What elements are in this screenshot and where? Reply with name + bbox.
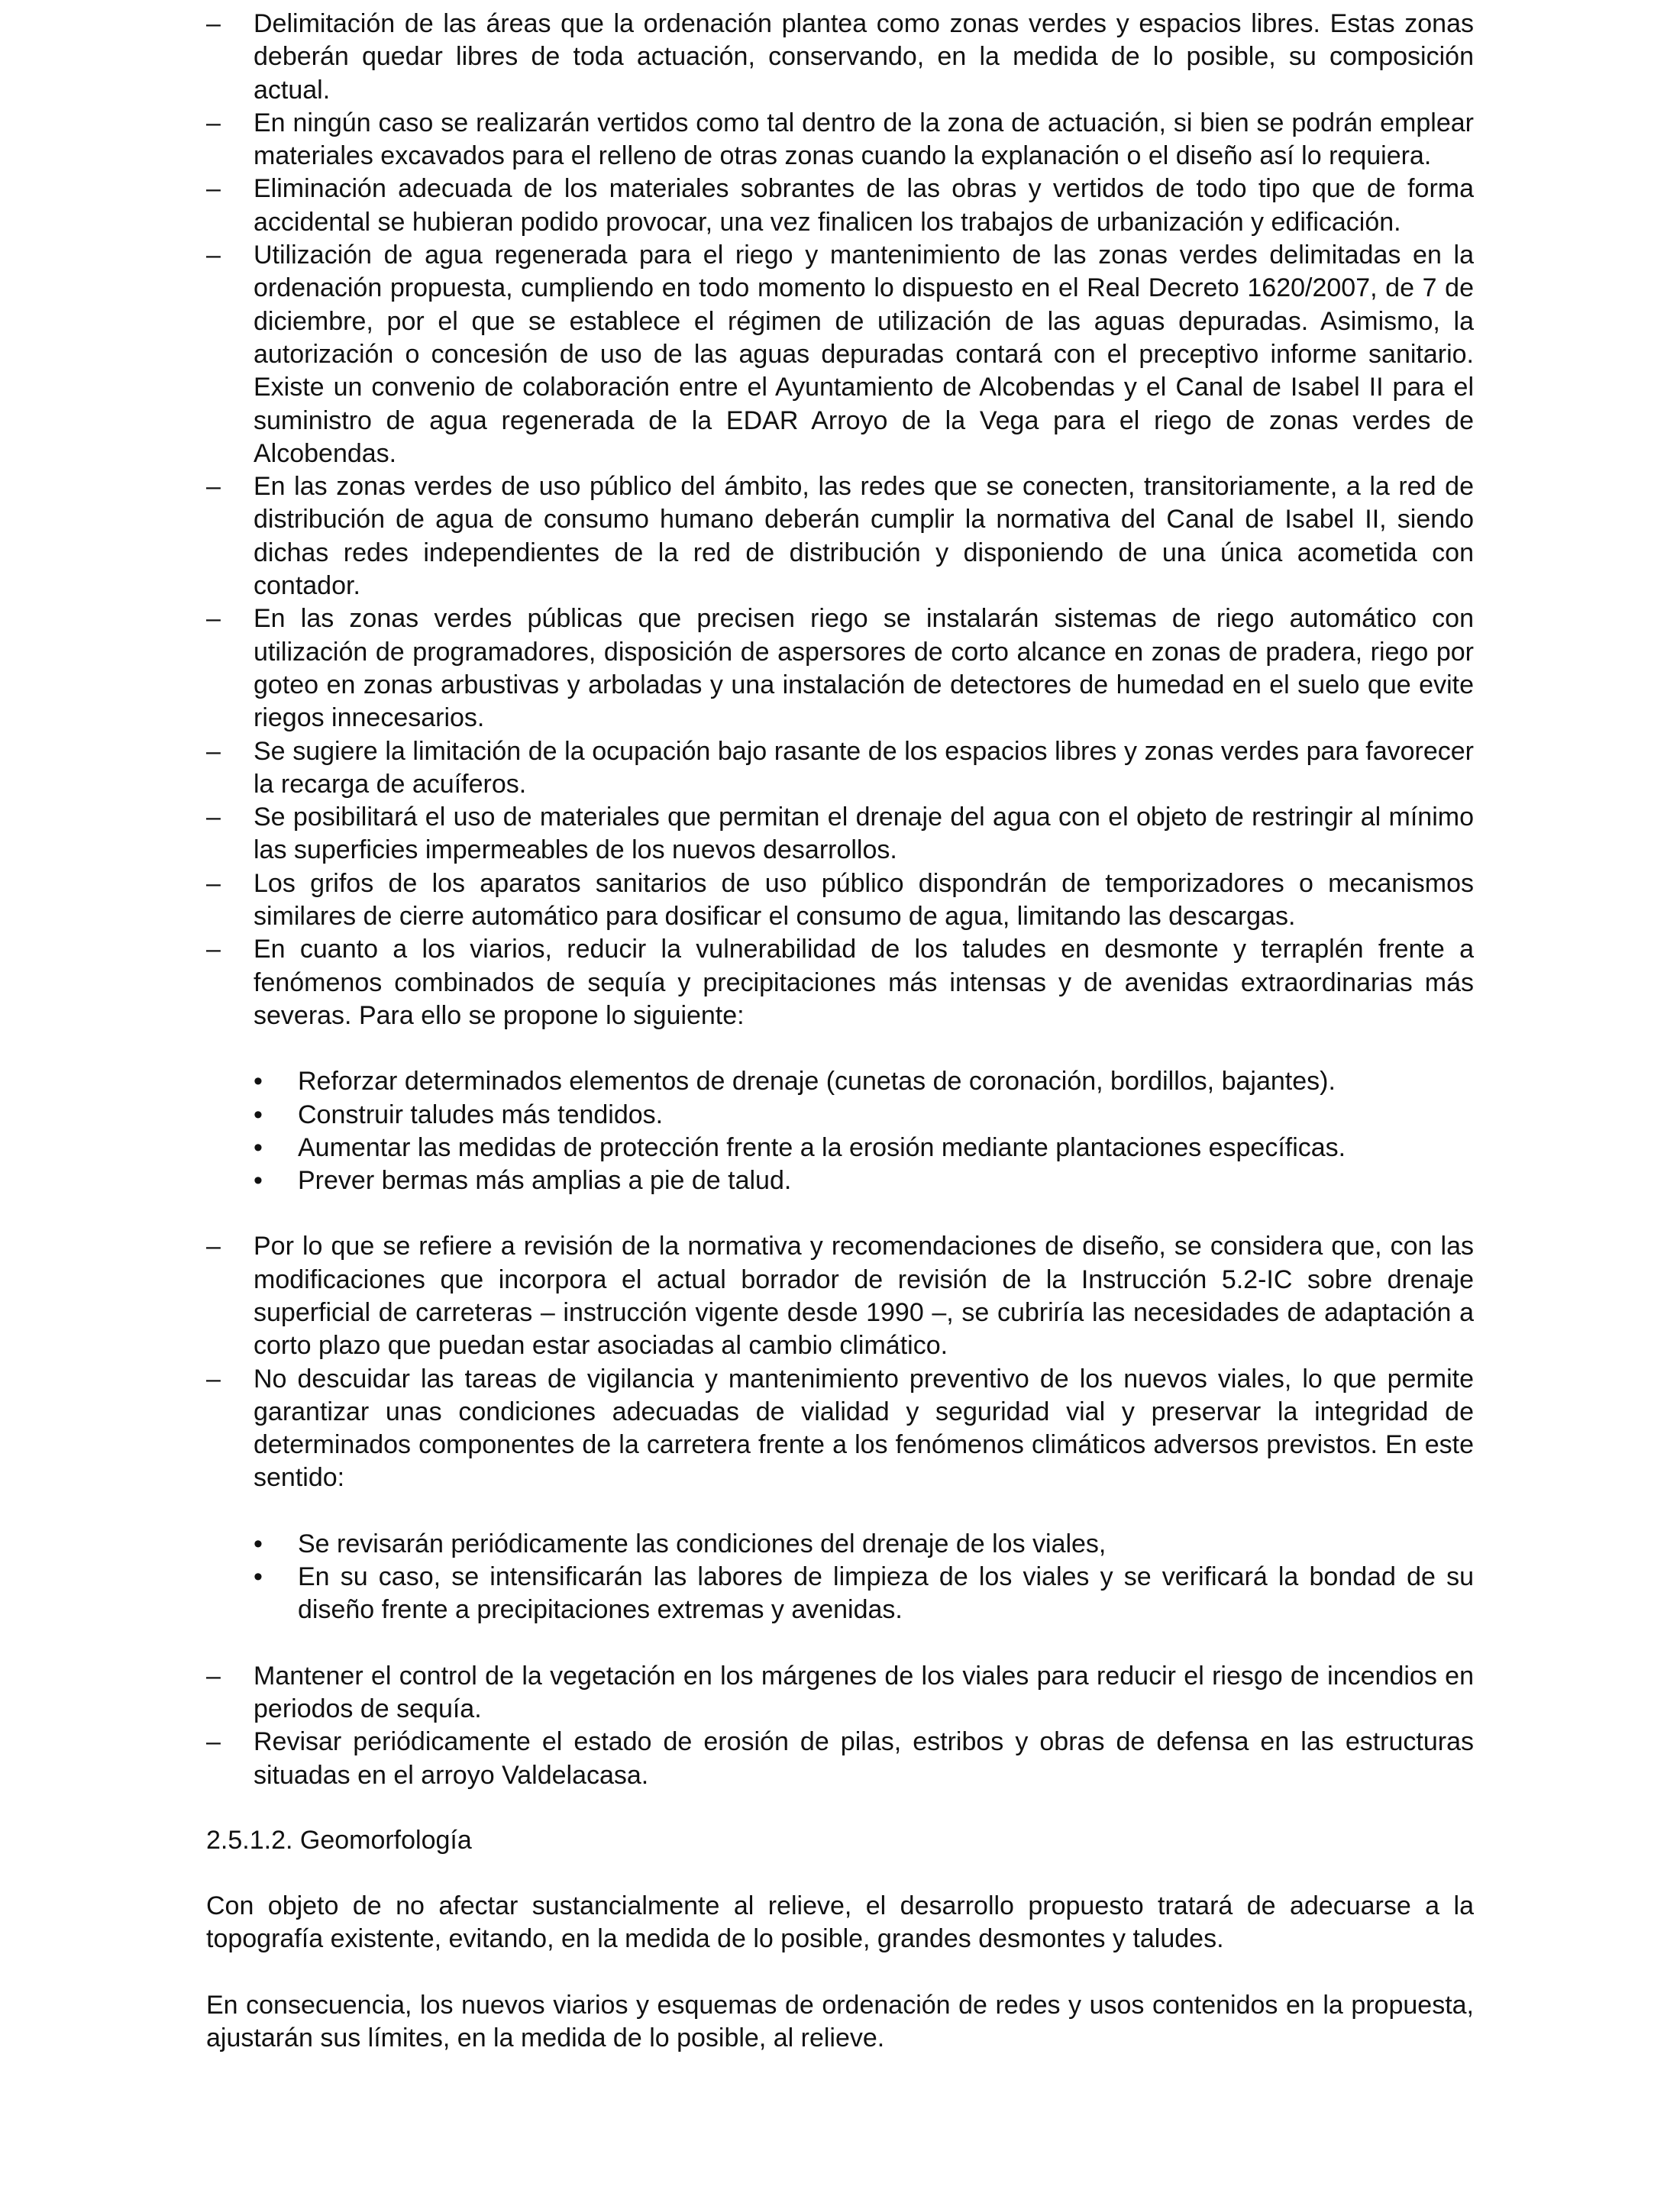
list-item-text: Mantener el control de la vegetación en los márgenes de los viales para reducir el riesgo de incendios en periodos de sequía. — [254, 1661, 1474, 1723]
bullet-item-text: En su caso, se intensificarán las labores de limpieza de los viales y se verificará la bondad de su diseño frente a precipitaciones extremas y avenidas. — [298, 1562, 1474, 1625]
dash-marker: – — [206, 174, 221, 204]
dash-marker: – — [206, 604, 221, 634]
bullet-list-maintenance — [206, 1528, 1474, 1627]
list-item — [206, 867, 1474, 934]
list-item-text: Se sugiere la limitación de la ocupación bajo rasante de los espacios libres y zonas verdes para favorecer la recarga de acuíferos. — [254, 736, 1474, 799]
bullet-item-text: Se revisarán periódicamente las condiciones del drenaje de los viales, — [298, 1529, 1107, 1558]
list-item — [206, 1660, 1474, 1726]
bullet-list-roads — [206, 1065, 1474, 1197]
bullet-marker: • — [254, 1562, 263, 1592]
document-page — [206, 8, 1474, 2055]
dash-marker: – — [206, 935, 221, 964]
dash-marker: – — [206, 1661, 221, 1691]
bullet-item — [206, 1164, 1474, 1197]
bullet-item-text: Construir taludes más tendidos. — [298, 1100, 664, 1129]
bullet-marker: • — [254, 1067, 263, 1096]
list-item-text: En cuanto a los viarios, reducir la vulnerabilidad de los taludes en desmonte y terraplén frente a fenómenos combinados de sequía y precipitaciones más intensas y de avenidas extraordinarias más severas. Para ello se propone lo siguiente: — [254, 935, 1474, 1030]
bullet-item — [206, 1065, 1474, 1098]
list-item — [206, 8, 1474, 107]
list-item — [206, 470, 1474, 602]
paragraph: Con objeto de no afectar sustancialmente al relieve, el desarrollo propuesto tratará de adecuarse a la topografía existente, evitando, en la medida de lo posible, grandes desmontes y taludes. — [206, 1891, 1474, 1954]
measures-list-a — [206, 8, 1474, 1032]
bullet-marker: • — [254, 1166, 263, 1196]
dash-marker: – — [206, 108, 221, 137]
dash-marker: – — [206, 868, 221, 898]
list-item — [206, 602, 1474, 735]
list-item — [206, 735, 1474, 802]
list-item-text: Eliminación adecuada de los materiales sobrantes de las obras y vertidos de todo tipo que de forma accidental se hubieran podido provocar, una vez finalicen los trabajos de urbanización y edificación. — [254, 174, 1474, 237]
bullet-item — [206, 1099, 1474, 1132]
list-item — [206, 1230, 1474, 1362]
list-item-text: Los grifos de los aparatos sanitarios de uso público dispondrán de temporizadores o mecanismos similares de cierre automático para dosificar el consumo de agua, limitando las descargas. — [254, 868, 1474, 932]
bullet-marker: • — [254, 1529, 263, 1558]
list-item — [206, 1363, 1474, 1495]
dash-marker: – — [206, 9, 221, 38]
measures-list-b — [206, 1230, 1474, 1494]
list-item-text: En las zonas verdes de uso público del ámbito, las redes que se conecten, transitoriamente, a la red de distribución de agua de consumo humano deberán cumplir la normativa del Canal de Isabel II, siendo dichas redes independientes de la red de distribución y disponiendo de una única acometida con contador. — [254, 472, 1474, 601]
list-item-text: En las zonas verdes públicas que precisen riego se instalarán sistemas de riego automático con utilización de programadores, disposición de aspersores de corto alcance en zonas de pradera, riego por goteo en zonas arbustivas y arboladas y una instalación de detectores de humedad en el suelo que evite riegos innecesarios. — [254, 604, 1474, 733]
list-item — [206, 107, 1474, 173]
list-item-text: Revisar periódicamente el estado de erosión de pilas, estribos y obras de defensa en las estructuras situadas en el arroyo Valdelacasa. — [254, 1727, 1474, 1790]
list-item — [206, 173, 1474, 239]
list-item-text: Se posibilitará el uso de materiales que permitan el drenaje del agua con el objeto de restringir al mínimo las superficies impermeables de los nuevos desarrollos. — [254, 803, 1474, 865]
list-item — [206, 1726, 1474, 1792]
measures-list-c — [206, 1660, 1474, 1792]
dash-marker: – — [206, 736, 221, 766]
bullet-item-text: Reforzar determinados elementos de drenaje (cunetas de coronación, bordillos, bajantes). — [298, 1067, 1336, 1096]
bullet-marker: • — [254, 1100, 263, 1129]
paragraph: En consecuencia, los nuevos viarios y esquemas de ordenación de redes y usos contenidos en la propuesta, ajustarán sus límites, en la medida de lo posible, al relieve. — [206, 1990, 1474, 2053]
bullet-marker: • — [254, 1132, 263, 1162]
list-item — [206, 239, 1474, 470]
list-item-text: Utilización de agua regenerada para el riego y mantenimiento de las zonas verdes delimitadas en la ordenación propuesta, cumpliendo en todo momento lo dispuesto en el Real Decreto 1620/2007, de 7 de diciembre, por el que se establece el régimen de utilización de las aguas depuradas. Asimismo, la autorización o concesión de uso de las aguas depuradas contará con el preceptivo informe sanitario. Existe un convenio de colaboración entre el Ayuntamiento de Alcobendas y el Canal de Isabel II para el suministro de agua regenerada de la EDAR Arroyo de la Vega para el riego de zonas verdes de Alcobendas. — [254, 241, 1474, 468]
dash-marker: – — [206, 472, 221, 502]
dash-marker: – — [206, 1232, 221, 1261]
bullet-item — [206, 1561, 1474, 1627]
dash-marker: – — [206, 1364, 221, 1394]
dash-marker: – — [206, 803, 221, 832]
bullet-item-text: Prever bermas más amplias a pie de talud. — [298, 1166, 792, 1196]
bullet-item — [206, 1528, 1474, 1561]
dash-marker: – — [206, 241, 221, 270]
list-item-text: No descuidar las tareas de vigilancia y mantenimiento preventivo de los nuevos viales, lo que permite garantizar unas condiciones adecuadas de vialidad y seguridad vial y preservar la integridad de determinados componentes de la carretera frente a los fenómenos climáticos adversos previstos. En este sentido: — [254, 1364, 1474, 1493]
list-item-text: Delimitación de las áreas que la ordenación plantea como zonas verdes y espacios libres. Estas zonas deberán quedar libres de toda actuación, conservando, en la medida de lo posible, su composición actual. — [254, 9, 1474, 105]
list-item — [206, 933, 1474, 1032]
bullet-item — [206, 1132, 1474, 1164]
bullet-item-text: Aumentar las medidas de protección frente a la erosión mediante plantaciones específicas. — [298, 1132, 1346, 1162]
list-item-text: En ningún caso se realizarán vertidos como tal dentro de la zona de actuación, si bien se podrán emplear materiales excavados para el relleno de otras zonas cuando la explanación o el diseño así lo requiera. — [254, 108, 1474, 171]
list-item-text: Por lo que se refiere a revisión de la normativa y recomendaciones de diseño, se considera que, con las modificaciones que incorpora el actual borrador de revisión de la Instrucción 5.2-IC sobre drenaje superficial de carreteras – instrucción vigente desde 1990 –, se cubriría las necesidades de adaptación a corto plazo que puedan estar asociadas al cambio climático. — [254, 1232, 1474, 1361]
dash-marker: – — [206, 1727, 221, 1757]
section-heading: 2.5.1.2. Geomorfología — [206, 1825, 472, 1855]
list-item — [206, 801, 1474, 867]
